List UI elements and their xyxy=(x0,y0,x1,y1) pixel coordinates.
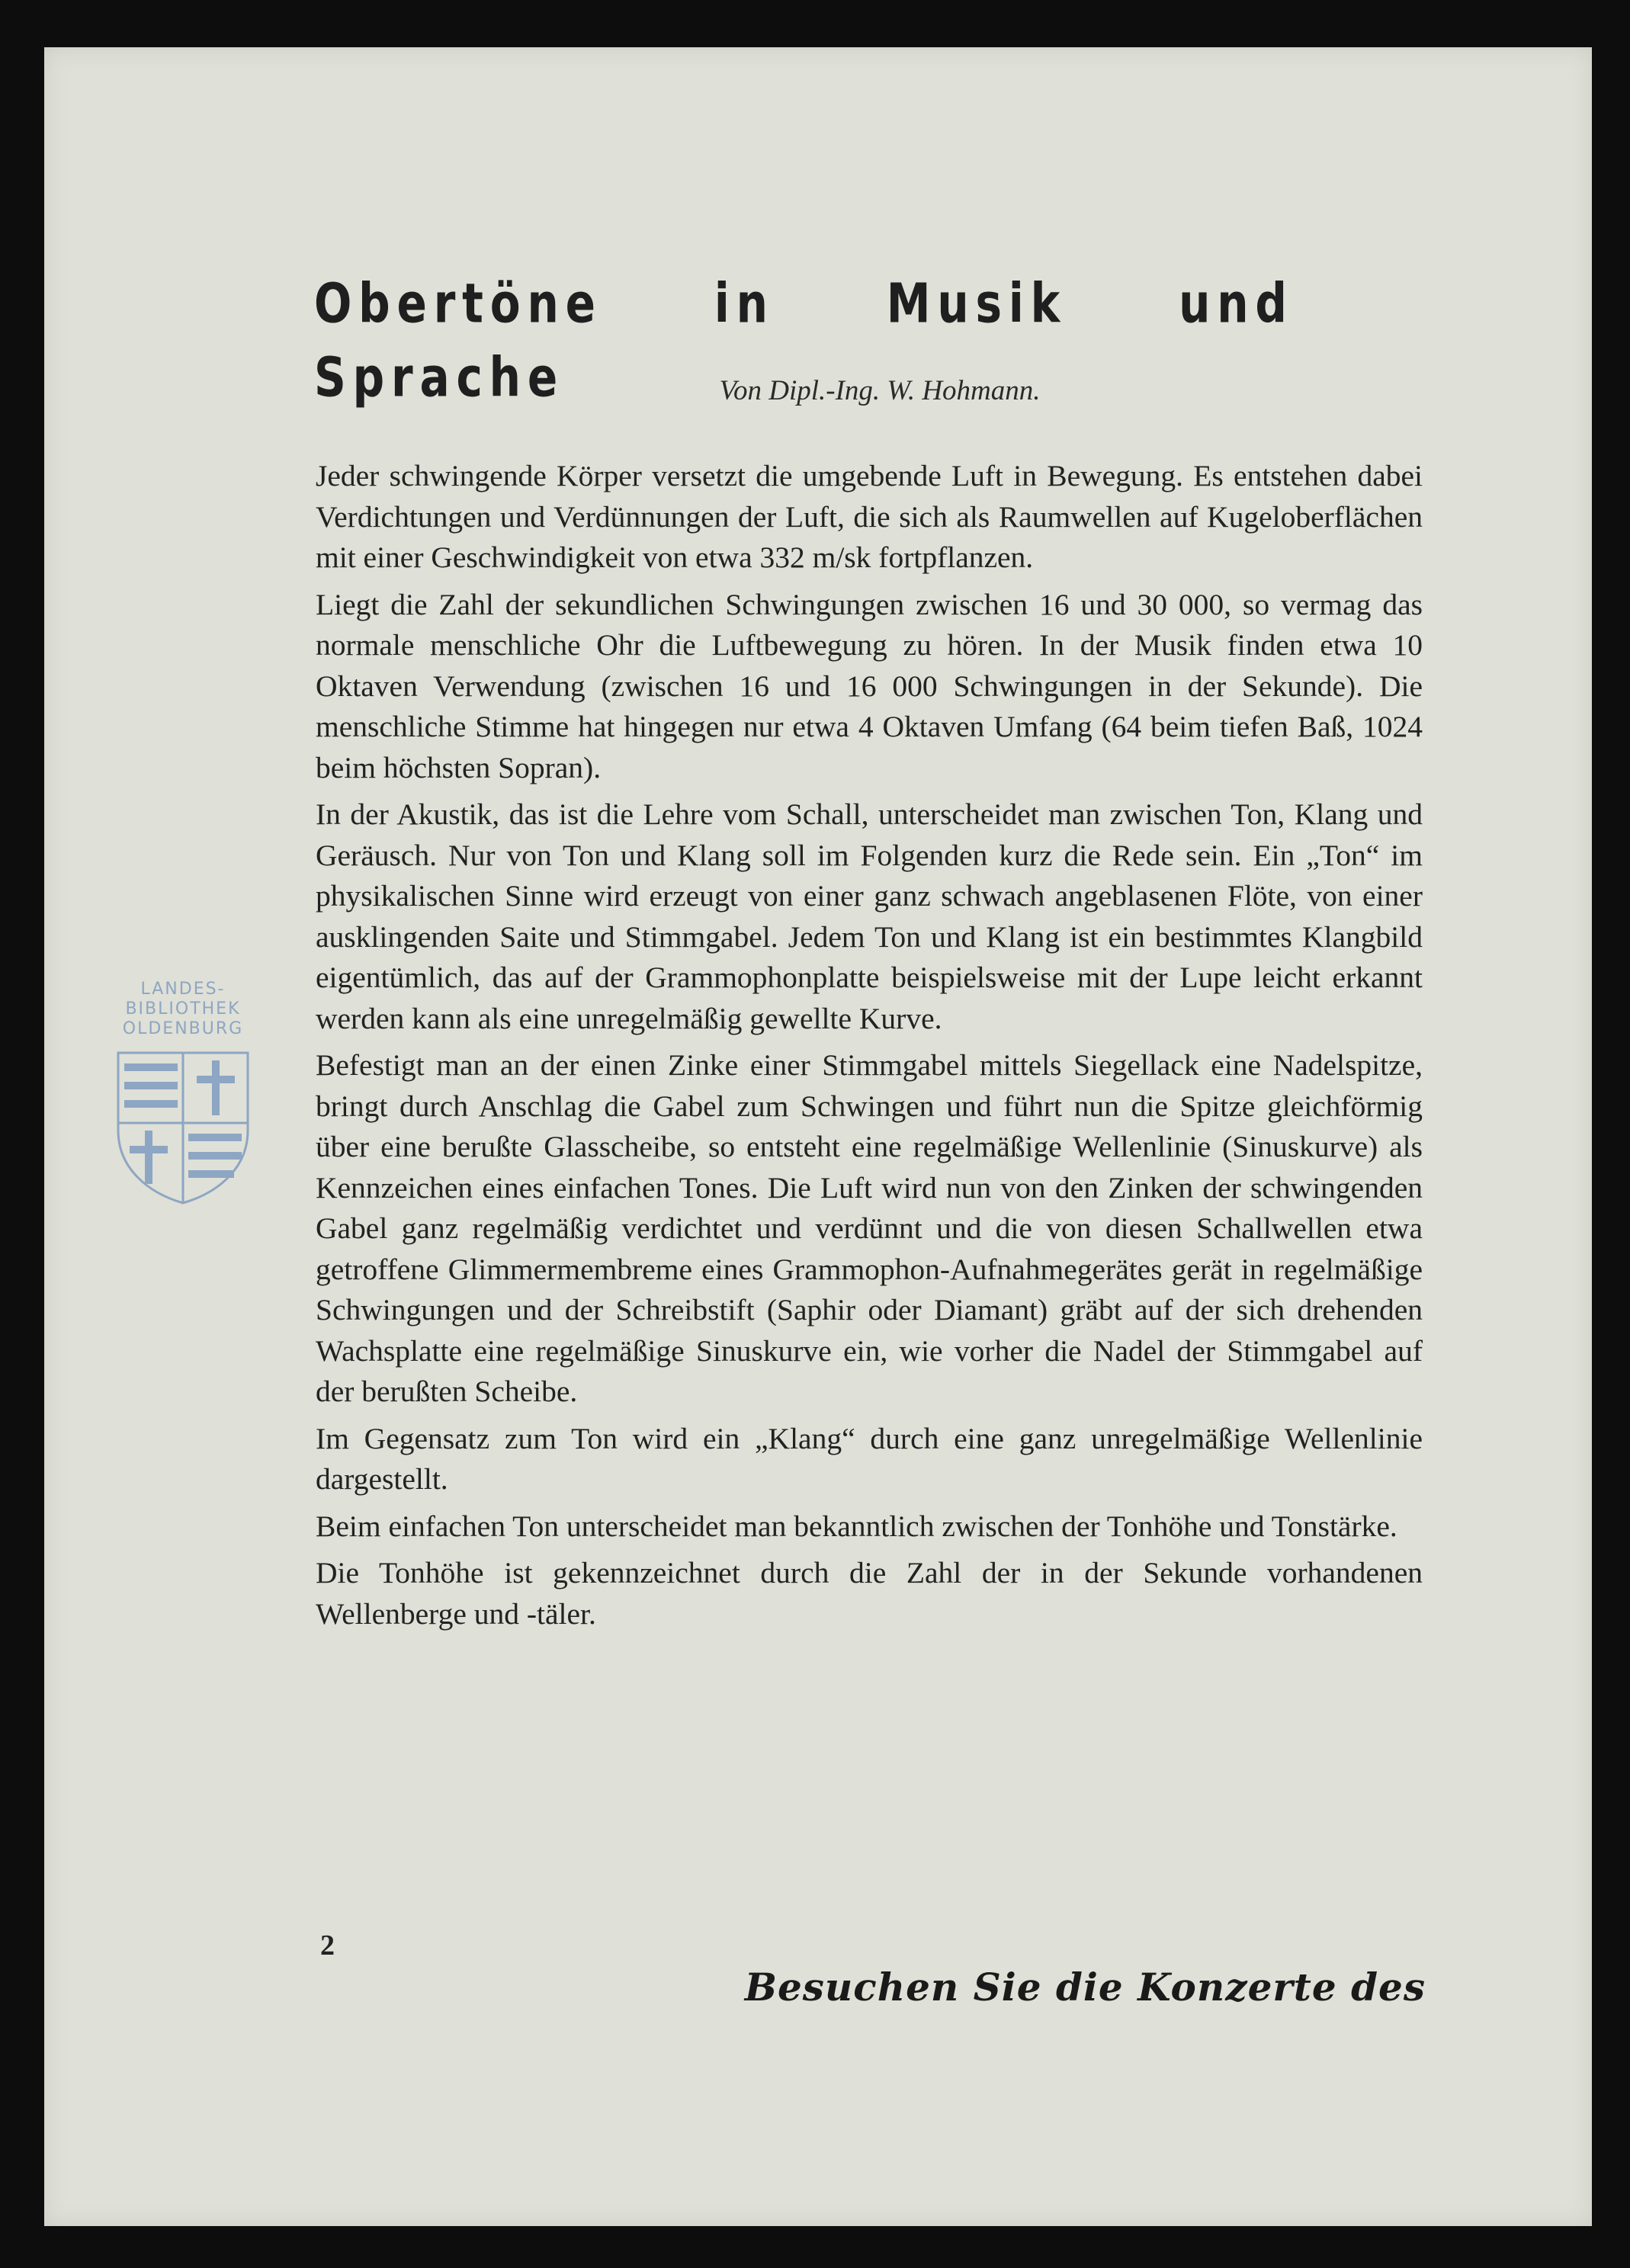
article-byline: Von Dipl.-Ing. W. Hohmann. xyxy=(719,375,1041,406)
footer-advertisement: Besuchen Sie die Konzerte des xyxy=(744,1965,1426,2010)
article-body xyxy=(316,456,1423,1641)
paragraph: Befestigt man an der einen Zinke einer Stimmgabel mittels Siegellack eine Nadelspitze, bringt durch Anschlag die Gabel zum Schwingen und führt nun die Spitze gleichförmig über eine berußte Glasscheibe, so entsteht eine regelmäßige Wellenlinie (Sinuskurve) als Kennzeichen eines einfachen Tones. Die Luft wird nun von den Zinken der schwingenden Gabel ganz regelmäßig verdichtet und verdünnt und die von diesen Schallwellen etwa getroffene Glimmermembreme eines Grammophon-Aufnahmegerätes gerät in regelmäßige Schwingungen und der Schreibstift (Saphir oder Diamant) gräbt auf der sich drehenden Wachsplatte eine regelmäßige Sinuskurve ein, wie vorher die Nadel der Stimmgabel auf der berußten Scheibe. xyxy=(316,1048,1423,1408)
paragraph: Liegt die Zahl der sekundlichen Schwingungen zwischen 16 und 30 000, so vermag das normale menschliche Ohr die Luftbewegung zu hören. In der Musik finden etwa 10 Oktaven Verwendung (zwischen 16 und 16 000 Schwingungen in der Sekunde). Die menschliche Stimme hat hingegen nur etwa 4 Oktaven Umfang (64 beim tiefen Baß, 1024 beim höchsten Sopran). xyxy=(316,587,1423,784)
paragraph: Die Tonhöhe ist gekennzeichnet durch die Zahl der in der Sekunde vorhandenen Wellenberge und -täler. xyxy=(316,1556,1423,1631)
article-title: Obertöne in Musik und Sprache xyxy=(314,271,1294,409)
stamp-line-1: LANDES- xyxy=(140,980,226,999)
paragraph: Im Gegensatz zum Ton wird ein „Klang“ durch eine ganz unregelmäßige Wellenlinie dargestellt. xyxy=(316,1421,1423,1496)
coat-of-arms-icon xyxy=(111,1047,255,1207)
page-number: 2 xyxy=(320,1930,335,1962)
stamp-line-2: BIBLIOTHEK xyxy=(125,999,241,1019)
library-stamp xyxy=(103,980,263,1207)
paragraph: In der Akustik, das ist die Lehre vom Schall, unterscheidet man zwischen Ton, Klang und Geräusch. Nur von Ton und Klang soll im Folgenden kurz die Rede sein. Ein „Ton“ im physikalischen Sinne wird erzeugt von einer ganz schwach angeblasenen Flöte, von einer ausklingenden Saite und Stimmgabel. Jedem Ton und Klang ist ein bestimmtes Klangbild eigentümlich, das auf der Grammophonplatte beispielsweise mit der Lupe leicht erkannt werden kann als eine unregelmäßig gewellte Kurve. xyxy=(316,797,1423,1035)
paragraph: Jeder schwingende Körper versetzt die umgebende Luft in Bewegung. Es entstehen dabei Verdichtungen und Verdünnungen der Luft, die sich als Raumwellen auf Kugeloberflächen mit einer Geschwindigkeit von etwa 332 m/sk fortpflanzen. xyxy=(316,459,1423,574)
paragraph: Beim einfachen Ton unterscheidet man bekanntlich zwischen der Tonhöhe und Tonstärke. xyxy=(316,1509,1397,1543)
stamp-line-3: OLDENBURG xyxy=(122,1019,244,1038)
